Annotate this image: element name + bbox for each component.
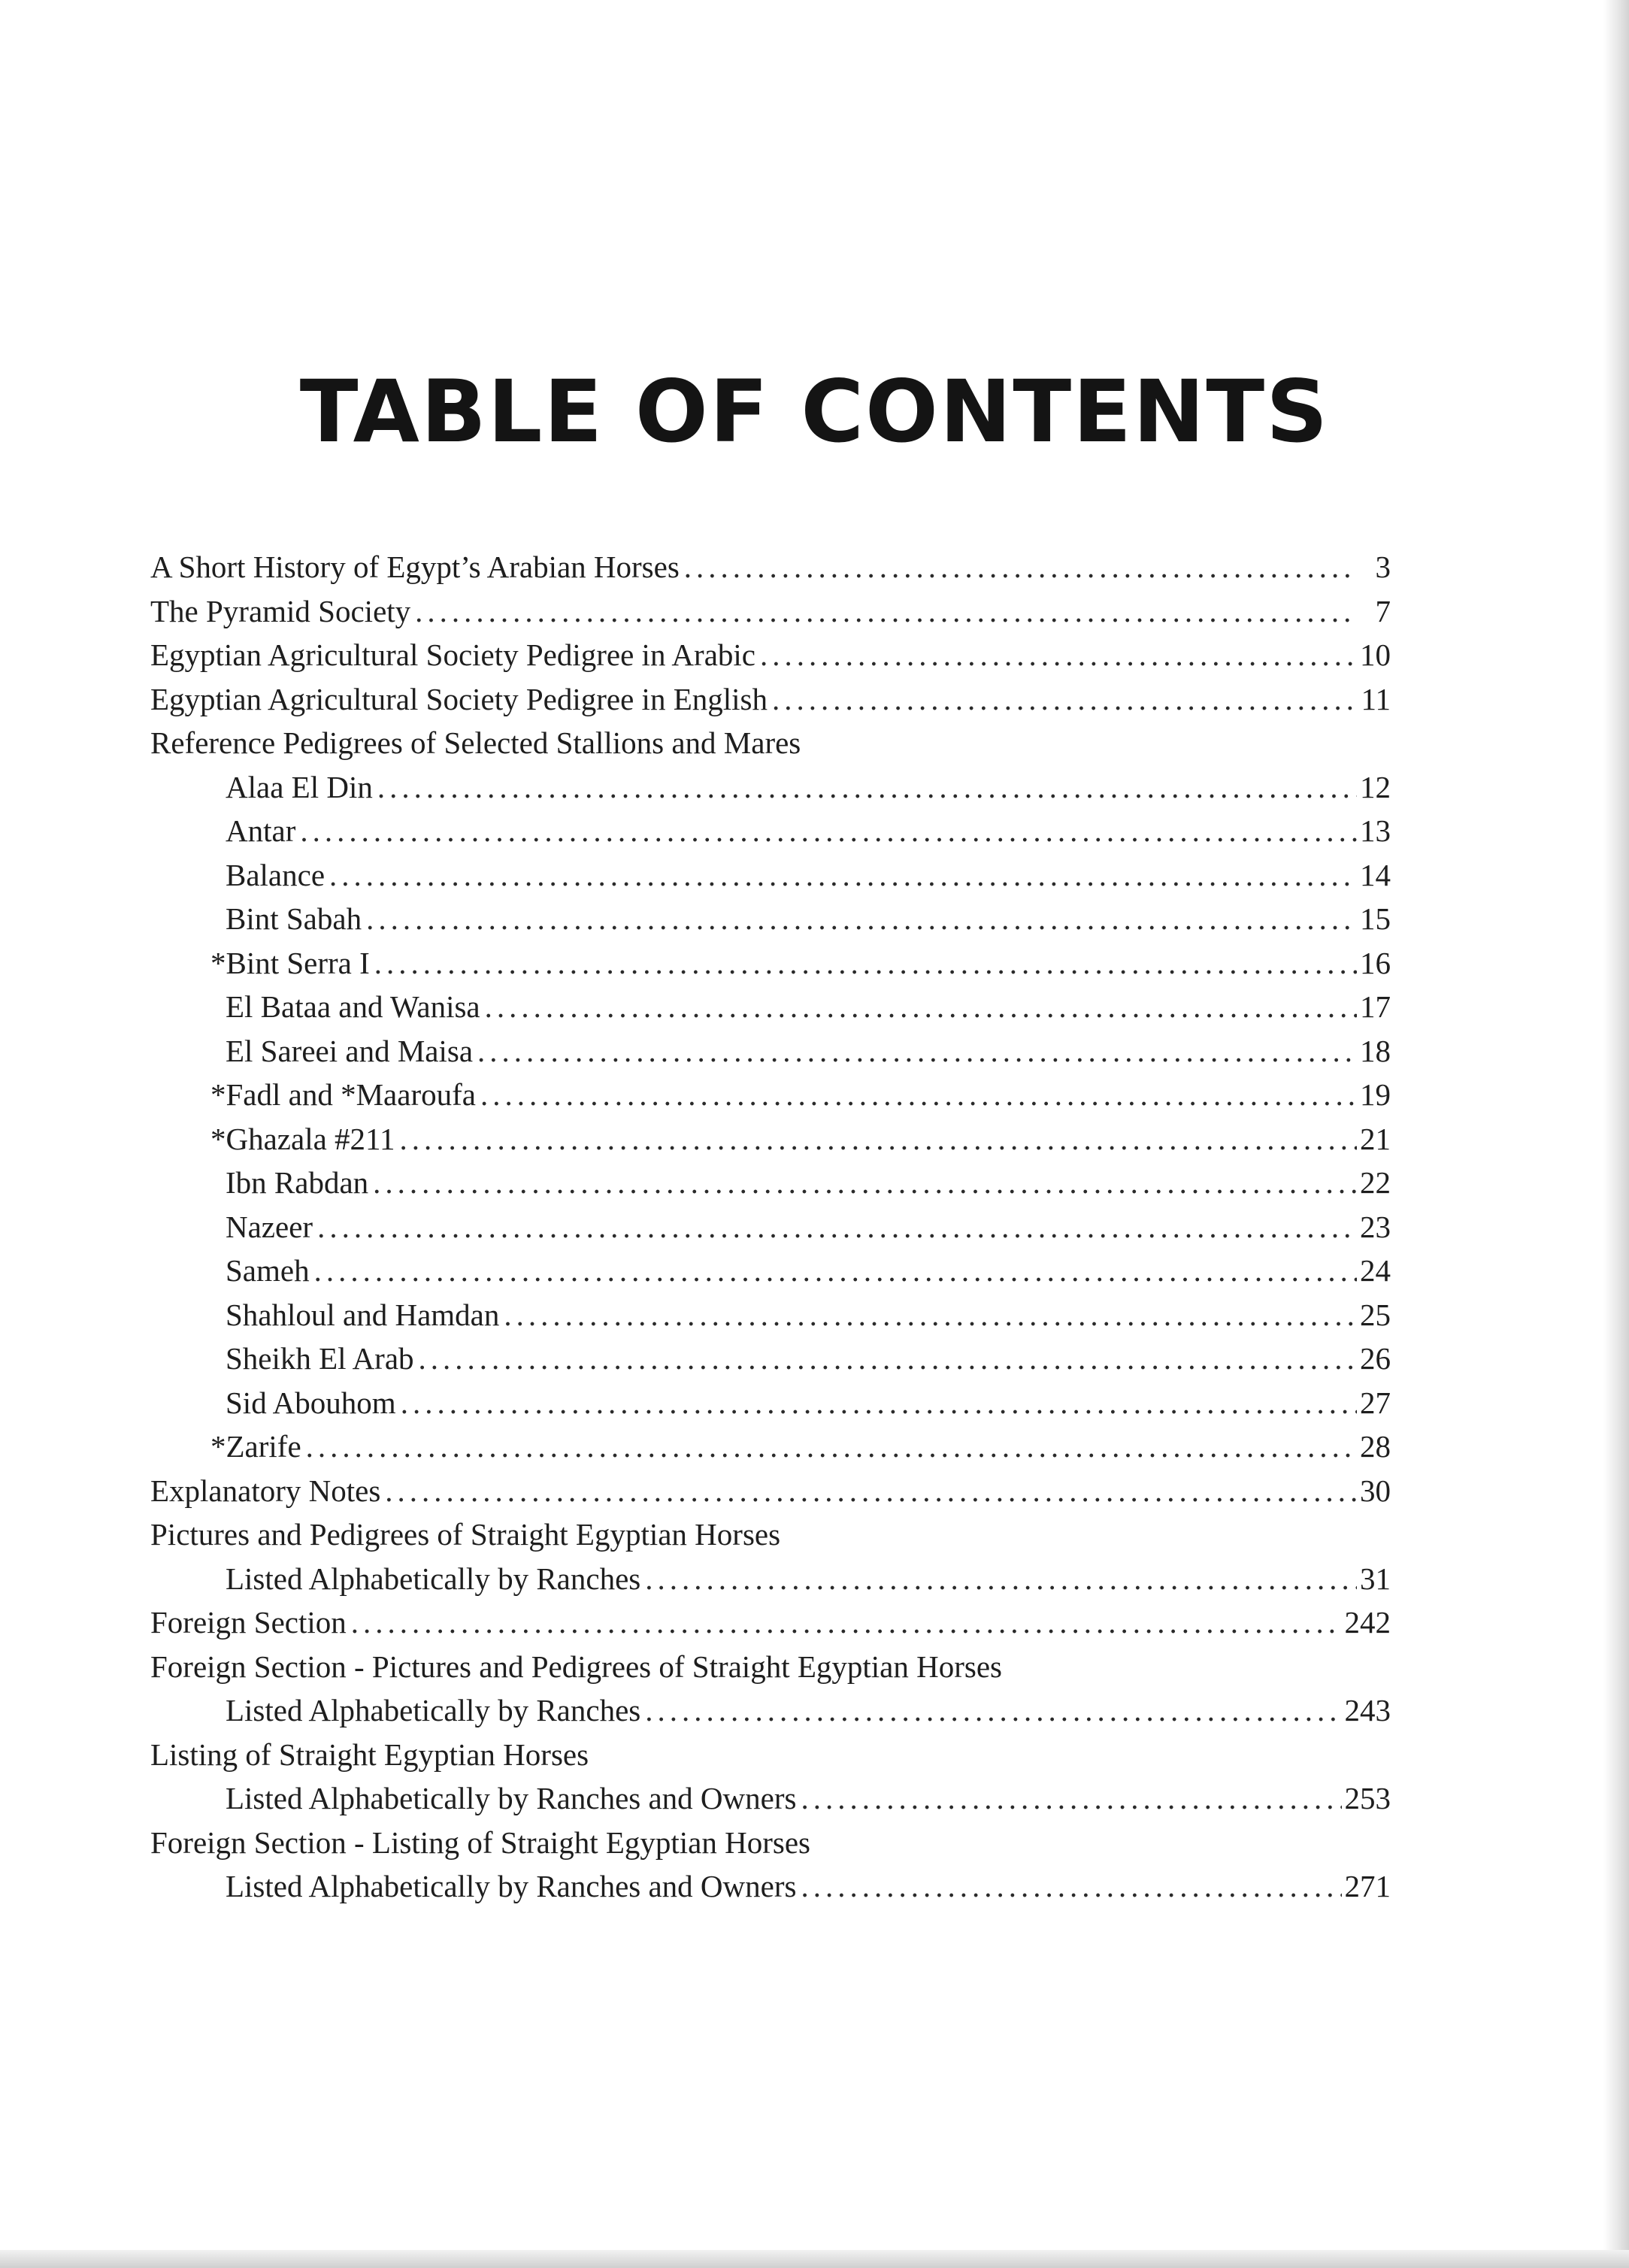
dot-leader	[313, 1205, 1357, 1249]
toc-entry	[150, 809, 1391, 853]
toc-entry	[150, 1293, 1391, 1337]
toc-page-number: 23	[1360, 1209, 1391, 1244]
toc-entry-label: The Pyramid Society	[150, 593, 411, 628]
toc-page-number: 31	[1360, 1561, 1391, 1596]
toc-page-number: 30	[1360, 1473, 1391, 1508]
dot-leader	[368, 1161, 1357, 1205]
toc-entry-label: Antar	[226, 813, 296, 848]
toc-page-number: 17	[1360, 989, 1391, 1024]
toc-entry	[150, 1469, 1391, 1513]
dot-leader	[380, 1469, 1357, 1513]
toc-entry-label: Listing of Straight Egyptian Horses	[150, 1737, 589, 1772]
toc-entry-label: A Short History of Egypt’s Arabian Horses	[150, 550, 680, 584]
toc-page-number: 22	[1360, 1165, 1391, 1200]
toc-entry-label: Sid Abouhom	[226, 1385, 396, 1420]
toc-section-heading	[150, 1821, 1391, 1865]
page-bottom-edge	[0, 2250, 1629, 2268]
toc-page-number: 271	[1344, 1869, 1391, 1903]
toc-page-number: 19	[1360, 1077, 1391, 1112]
toc-entry	[150, 1117, 1391, 1161]
toc-page-number: 25	[1360, 1297, 1391, 1332]
toc-entry	[150, 1073, 1391, 1117]
toc-page-number: 11	[1361, 681, 1391, 716]
toc-entry-label: Foreign Section	[150, 1605, 347, 1640]
toc-entry-label: *Fadl and *Maaroufa	[210, 1077, 476, 1112]
dot-leader	[796, 1864, 1341, 1909]
dot-leader	[414, 1337, 1357, 1381]
toc-entry	[150, 1557, 1391, 1601]
toc-page-number: 24	[1360, 1253, 1391, 1288]
toc-entry	[150, 941, 1391, 986]
toc-page-number: 3	[1375, 550, 1391, 584]
toc-entry	[150, 853, 1391, 898]
toc-entry	[150, 1425, 1391, 1469]
toc-page-number: 27	[1360, 1385, 1391, 1420]
toc-entry-label: *Bint Serra I	[210, 945, 370, 980]
toc-entry	[150, 589, 1391, 634]
toc-entry-label: Listed Alphabetically by Ranches and Owners	[226, 1869, 797, 1903]
toc-entry-label: Listed Alphabetically by Ranches and Owners	[226, 1781, 797, 1815]
dot-leader	[480, 985, 1357, 1029]
toc-entry-label: *Zarife	[210, 1429, 301, 1464]
dot-leader	[473, 1029, 1357, 1073]
toc-entry-label: Shahloul and Hamdan	[226, 1297, 500, 1332]
toc-page-number: 14	[1360, 857, 1391, 892]
toc-entry-label: Reference Pedigrees of Selected Stallions and Mares	[150, 725, 801, 760]
dot-leader	[370, 941, 1357, 986]
toc-page-number: 16	[1360, 945, 1391, 980]
toc-entry-label: Egyptian Agricultural Society Pedigree in English	[150, 681, 768, 716]
toc-page-number: 13	[1360, 813, 1391, 848]
toc-page-number: 15	[1360, 901, 1391, 936]
toc-page-number: 21	[1360, 1121, 1391, 1156]
toc-entry-label: Nazeer	[226, 1209, 313, 1244]
toc-page-number: 253	[1344, 1781, 1391, 1815]
dot-leader	[755, 633, 1357, 677]
dot-leader	[410, 589, 1358, 634]
toc-page-number: 242	[1344, 1605, 1391, 1640]
toc-page-number: 7	[1375, 593, 1391, 628]
toc-page-number: 18	[1360, 1033, 1391, 1068]
toc-entry-label: Sheikh El Arab	[226, 1341, 414, 1376]
toc-page-number: 243	[1344, 1693, 1391, 1727]
dot-leader	[295, 809, 1357, 853]
toc-entry-label: Balance	[226, 857, 325, 892]
toc-page-number: 12	[1360, 769, 1391, 804]
toc-entry	[150, 1029, 1391, 1073]
toc-entry	[150, 765, 1391, 810]
toc-entry	[150, 633, 1391, 677]
table-of-contents	[150, 545, 1391, 1909]
toc-entry	[150, 897, 1391, 941]
toc-page-number: 28	[1360, 1429, 1391, 1464]
toc-section-heading	[150, 721, 1391, 765]
dot-leader	[395, 1117, 1357, 1161]
dot-leader	[499, 1293, 1357, 1337]
toc-entry-label: *Ghazala #211	[210, 1121, 395, 1156]
toc-page-number: 26	[1360, 1341, 1391, 1376]
toc-page-number: 10	[1360, 637, 1391, 672]
dot-leader	[373, 765, 1357, 810]
toc-entry	[150, 985, 1391, 1029]
toc-entry	[150, 1337, 1391, 1381]
toc-entry	[150, 1161, 1391, 1205]
toc-entry	[150, 1249, 1391, 1293]
dot-leader	[640, 1688, 1341, 1733]
toc-entry-label: Listed Alphabetically by Ranches	[226, 1561, 641, 1596]
dot-leader	[310, 1249, 1357, 1293]
toc-section-heading	[150, 1513, 1391, 1557]
toc-section-heading	[150, 1645, 1391, 1689]
page-edge-shadow	[1603, 0, 1629, 2268]
dot-leader	[301, 1425, 1357, 1469]
dot-leader	[768, 677, 1358, 722]
dot-leader	[796, 1776, 1341, 1821]
toc-entry-label: Bint Sabah	[226, 901, 362, 936]
toc-entry	[150, 1381, 1391, 1425]
toc-entry-label: Ibn Rabdan	[226, 1165, 369, 1200]
toc-entry-label: Explanatory Notes	[150, 1473, 381, 1508]
toc-entry-label: Alaa El Din	[226, 769, 373, 804]
toc-entry-label: Foreign Section - Listing of Straight Egyptian Horses	[150, 1824, 810, 1860]
dot-leader	[396, 1381, 1357, 1425]
dot-leader	[476, 1073, 1357, 1117]
toc-section-heading	[150, 1733, 1391, 1777]
page-title: TABLE OF CONTENTS	[299, 362, 1330, 462]
toc-entry-label: Listed Alphabetically by Ranches	[226, 1693, 641, 1727]
toc-entry	[150, 1205, 1391, 1249]
toc-entry	[150, 1864, 1391, 1909]
toc-entry-label: El Bataa and Wanisa	[226, 989, 480, 1024]
dot-leader	[347, 1600, 1342, 1645]
toc-entry-label: Foreign Section - Pictures and Pedigrees of Straight Egyptian Horses	[150, 1649, 1002, 1684]
toc-entry-label: Sameh	[226, 1253, 310, 1288]
toc-entry	[150, 1688, 1391, 1733]
toc-entry	[150, 545, 1391, 589]
toc-entry-label: Egyptian Agricultural Society Pedigree in Arabic	[150, 637, 755, 672]
toc-entry	[150, 677, 1391, 722]
dot-leader	[640, 1557, 1357, 1601]
dot-leader	[325, 853, 1357, 898]
toc-entry	[150, 1776, 1391, 1821]
toc-entry	[150, 1600, 1391, 1645]
dot-leader	[362, 897, 1357, 941]
toc-entry-label: El Sareei and Maisa	[226, 1033, 474, 1068]
toc-entry-label: Pictures and Pedigrees of Straight Egyptian Horses	[150, 1517, 781, 1552]
dot-leader	[680, 545, 1358, 589]
